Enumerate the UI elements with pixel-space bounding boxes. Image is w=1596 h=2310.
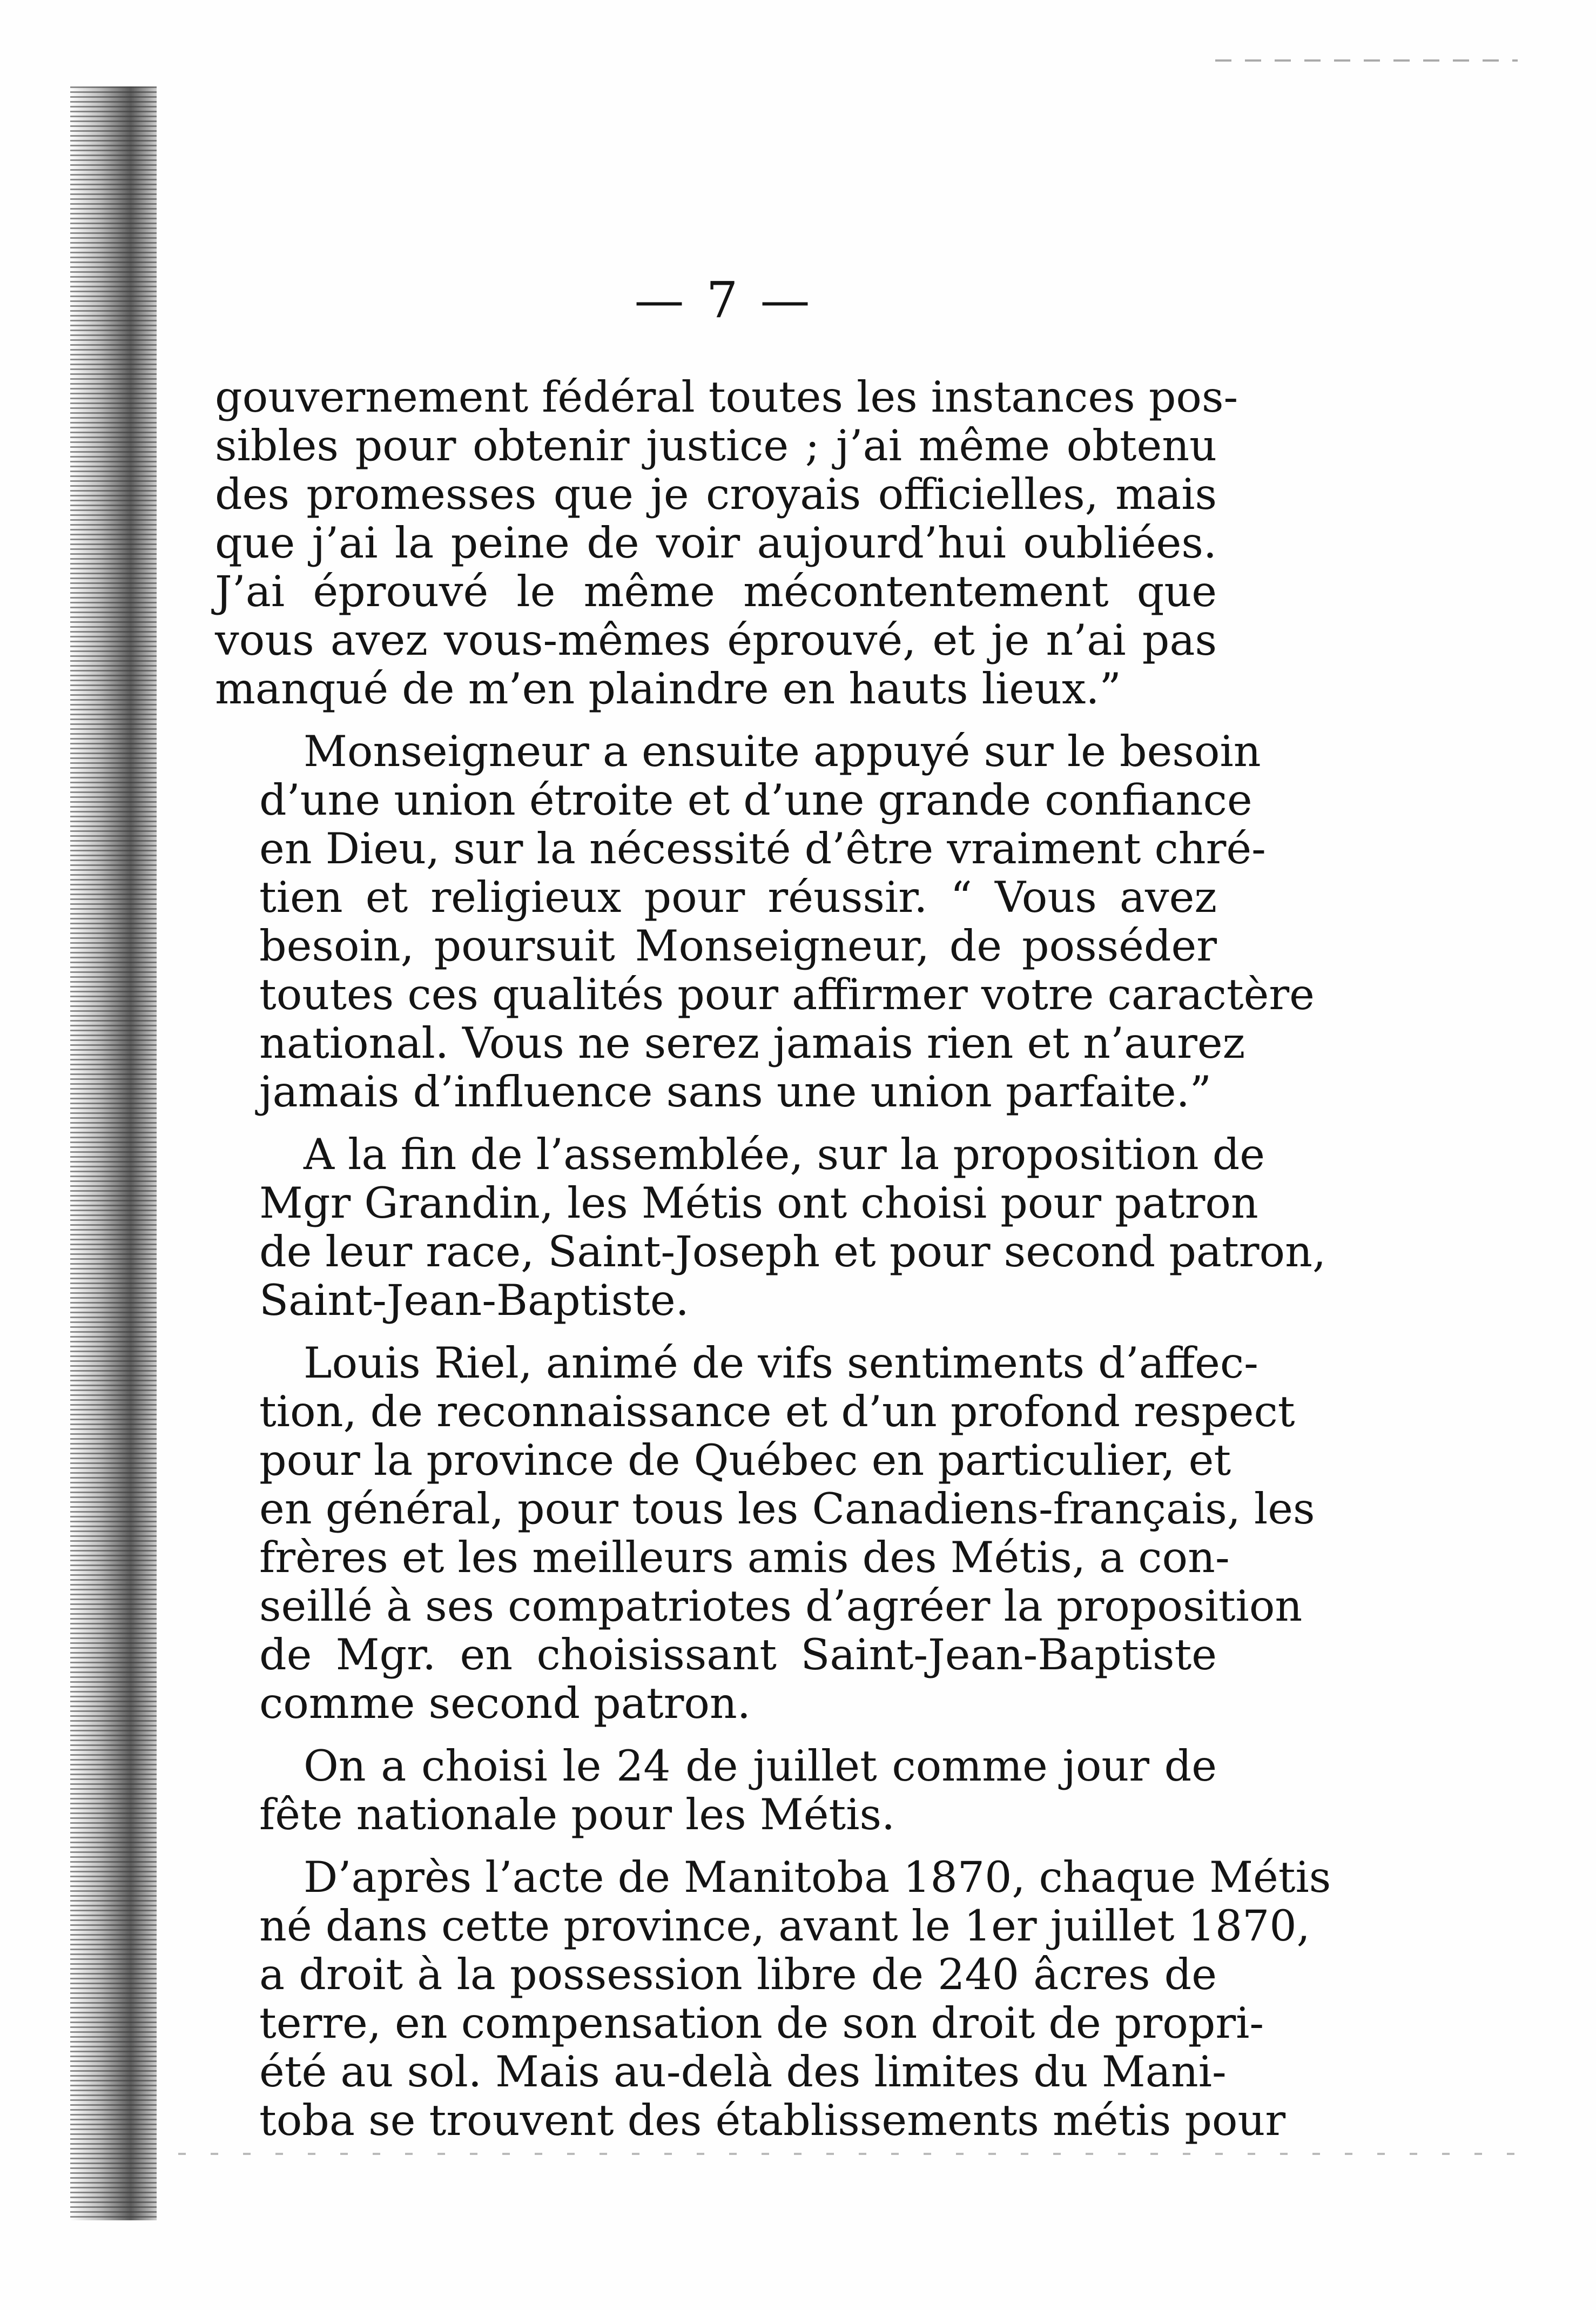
body-text <box>215 372 1331 2149</box>
page-number: — 7 — <box>634 271 813 329</box>
text-line: pour la province de Québec en particulier, et <box>259 1435 1231 1485</box>
text-line: né dans cette province, avant le 1er juillet 1870, <box>259 1901 1310 1951</box>
text-line: des promesses que je croyais officielles, mais <box>215 469 1217 519</box>
paragraph-2 <box>215 727 1315 1117</box>
text-line: seillé à ses compatriotes d’agréer la proposition <box>259 1581 1303 1631</box>
text-line: jamais d’influence sans une union parfaite.” <box>259 1067 1212 1117</box>
text-line: tien et religieux pour réussir. “ Vous avez <box>259 872 1217 922</box>
text-line: Louis Riel, animé de vifs sentiments d’affec- <box>304 1338 1258 1388</box>
text-line: tion, de reconnaissance et d’un profond respect <box>259 1387 1295 1436</box>
paragraph-5 <box>215 1742 1217 1839</box>
text-line: Mgr Grandin, les Métis ont choisi pour patron <box>259 1178 1258 1228</box>
scan-noise-top <box>1215 59 1518 62</box>
paragraph-3 <box>215 1130 1326 1325</box>
scan-noise-bottom <box>178 2153 1528 2155</box>
text-line: Monseigneur a ensuite appuyé sur le besoin <box>304 727 1261 776</box>
text-line: vous avez vous-mêmes éprouvé, et je n’ai pas <box>215 615 1217 665</box>
text-line: toutes ces qualités pour affirmer votre caractère <box>259 970 1315 1019</box>
text-line: frères et les meilleurs amis des Métis, a con- <box>259 1533 1230 1582</box>
paragraph-1 <box>215 372 1238 714</box>
text-line: On a choisi le 24 de juillet comme jour de <box>304 1741 1217 1791</box>
text-line: sibles pour obtenir justice ; j’ai même obtenu <box>215 421 1217 471</box>
text-line: en général, pour tous les Canadiens-français, les <box>259 1484 1315 1534</box>
text-line: d’une union étroite et d’une grande confiance <box>259 775 1252 825</box>
book-binding-shadow <box>70 86 157 2220</box>
text-line: D’après l’acte de Manitoba 1870, chaque Métis <box>304 1852 1331 1902</box>
text-line: a droit à la possession libre de 240 âcres de <box>259 1950 1217 1999</box>
text-line: que j’ai la peine de voir aujourd’hui oubliées. <box>215 518 1217 568</box>
text-line: Saint-Jean-Baptiste. <box>259 1275 689 1325</box>
text-line: fête nationale pour les Métis. <box>259 1790 895 1839</box>
text-line: manqué de m’en plaindre en hauts lieux.” <box>215 664 1121 714</box>
text-line: national. Vous ne serez jamais rien et n’aurez <box>259 1018 1245 1068</box>
text-line: terre, en compensation de son droit de propri- <box>259 1998 1264 2048</box>
text-line: A la fin de l’assemblée, sur la proposition de <box>304 1130 1265 1179</box>
paragraph-6 <box>215 1852 1331 2145</box>
text-line: gouvernement fédéral toutes les instances pos- <box>215 372 1238 422</box>
text-line: de leur race, Saint-Joseph et pour second patron, <box>259 1227 1326 1277</box>
text-line: été au sol. Mais au-delà des limites du Mani- <box>259 2047 1227 2097</box>
text-line: J’ai éprouvé le même mécontentement que <box>215 567 1217 616</box>
text-line: comme second patron. <box>259 1678 751 1728</box>
text-line: de Mgr. en choisissant Saint-Jean-Baptiste <box>259 1630 1217 1680</box>
text-line: besoin, poursuit Monseigneur, de posséder <box>259 921 1217 971</box>
text-line: toba se trouvent des établissements métis pour <box>259 2096 1286 2145</box>
text-line: en Dieu, sur la nécessité d’être vraiment chré- <box>259 824 1266 874</box>
paragraph-4 <box>215 1338 1315 1728</box>
